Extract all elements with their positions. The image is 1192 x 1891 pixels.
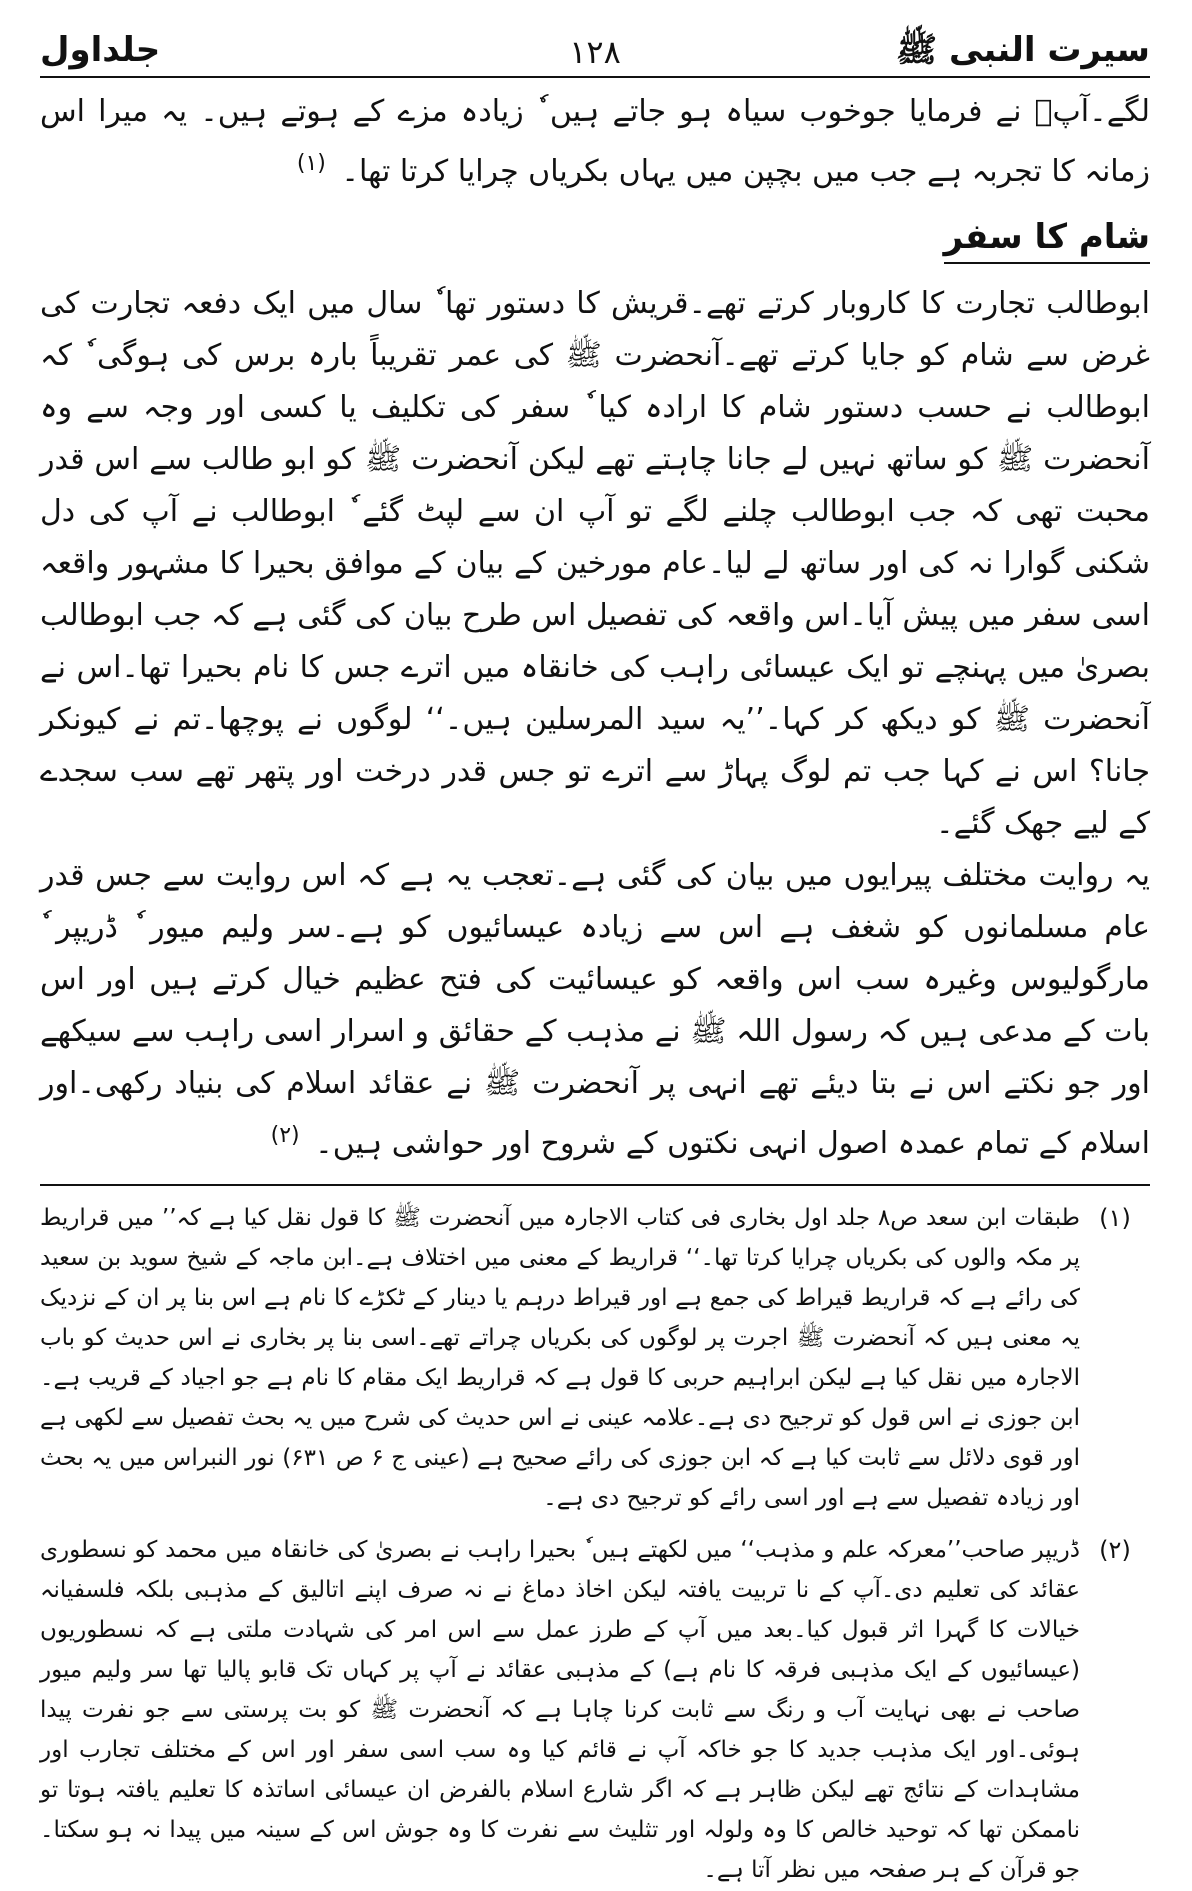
section-heading: شام کا سفر [944, 214, 1150, 264]
footnote-reference-1: (۱) [296, 151, 326, 176]
footnotes-section [40, 1198, 1150, 1890]
page-header [40, 22, 1150, 78]
footnote-number: (۱) [1099, 1204, 1131, 1232]
footnote-1 [40, 1198, 1150, 1518]
paragraph-text: ابوطالب تجارت کا کاروبار کرتے تھے۔قریش کا دستور تھا ٗ سال میں ایک دفعہ تجارت کی غرض سے شام کو جایا کرتے تھے۔آنحضرت ﷺ کی عمر تقریباً بارہ برس کی ہوگی ٗ کہ ابوطالب نے حسب دستور شام کا ارادہ کیا ٗ سفر کی تکلیف یا کسی اور وجہ سے وہ آنحضرت ﷺ کو ساتھ نہیں لے جانا چاہتے تھے لیکن آنحضرت ﷺ کو ابو طالب سے اس قدر محبت تھی کہ جب ابوطالب چلنے لگے تو آپ ان سے لپٹ گئے ٗ ابوطالب نے آپ کی دل شکنی گوارا نہ کی اور ساتھ لے لیا۔عام مورخین کے بیان کے موافق بحیرا کا مشہور واقعہ اسی سفر میں پیش آیا۔اس واقعہ کی تفصیل اس طرح بیان کی گئی ہے کہ جب ابوطالب بصریٰ میں پہنچے تو ایک عیسائی راہب کی خانقاہ میں اترے جس کا نام بحیرا تھا۔اس نے آنحضرت ﷺ کو دیکھ کر کہا۔’’یہ سید المرسلین ہیں۔‘‘ لوگوں نے پوچھا۔تم نے کیونکر جانا؟ اس نے کہا جب تم لوگ پہاڑ سے اترے تو جس قدر درخت اور پتھر تھے سب سجدے کے لیے جھک گئے۔ [40, 286, 1150, 841]
volume-label: جلداول [40, 30, 161, 70]
footnote-text: ڈریپر صاحب’’معرکہ علم و مذہب‘‘ میں لکھتے ہیں ٗ بحیرا راہب نے بصریٰ کی خانقاہ میں محمد کو نسطوری عقائد کی تعلیم دی۔آپ کے نا تربیت یافتہ لیکن اخاذ دماغ نے نہ صرف اپنے اتالیق کے مذہبی بلکہ فلسفیانہ خیالات کا گہرا اثر قبول کیا۔بعد میں آپ کے طرز عمل سے اس امر کی شہادت ملتی ہے کہ نسطوریوں (عیسائیوں کے ایک مذہبی فرقہ کا نام ہے) کے مذہبی عقائد نے آپ پر کہاں تک قابو پالیا تھا سر ولیم میور صاحب نے بھی نہایت آب و رنگ سے ثابت کرنا چاہا ہے کہ آنحضرت ﷺ کو بت پرستی سے جو نفرت پیدا ہوئی۔اور ایک مذہب جدید کا جو خاکہ آپ نے قائم کیا وہ سب اسی سفر اور اس کے مختلف تجارب اور مشاہدات کے نتائج تھے لیکن ظاہر ہے کہ اگر شارع اسلام بالفرض ان عیسائی اساتذہ کا تعلیم یافتہ ہوتا تو ناممکن تھا کہ توحید خالص کا وہ ولولہ اور تثلیث سے نفرت کا وہ جوش اس کے سینہ میں پیدا نہ ہو سکتا۔جو قرآن کے ہر صفحہ میں نظر آتا ہے۔ [40, 1537, 1080, 1883]
footnote-2 [40, 1530, 1150, 1890]
footnote-number: (۲) [1099, 1536, 1131, 1564]
footnote-text: طبقات ابن سعد ص۸ جلد اول بخاری فی کتاب الاجارہ میں آنحضرت ﷺ کا قول نقل کیا ہے کہ’’ میں قراریط پر مکہ والوں کی بکریاں چرایا کرتا تھا۔‘‘ قراریط کے معنی میں اختلاف ہے۔ابن ماجہ کے شیخ سوید بن سعید کی رائے ہے کہ قراریط قیراط کی جمع ہے اور قیراط درہم یا دینار کے ٹکڑے کا نام ہے اس بنا پر ان کے نزدیک یہ معنی ہیں کہ آنحضرت ﷺ اجرت پر لوگوں کی بکریاں چراتے تھے۔اسی بنا پر بخاری نے اس حدیث کو باب الاجارہ میں نقل کیا ہے لیکن ابراہیم حربی کا قول ہے کہ قراریط ایک مقام کا نام ہے جو اجیاد کے قریب ہے۔ابن جوزی نے اس قول کو ترجیح دی ہے۔علامہ عینی نے اس حدیث کی شرح میں یہ بحث تفصیل سے لکھی ہے اور قوی دلائل سے ثابت کیا ہے کہ ابن جوزی کی رائے صحیح ہے (عینی ج ۶ ص ۶۳۱) نور النبراس میں یہ بحث اور زیادہ تفصیل سے ہے اور اسی رائے کو ترجیح دی ہے۔ [40, 1205, 1080, 1511]
book-page [40, 22, 1150, 1883]
section-paragraph-1 [40, 278, 1150, 850]
intro-text: لگے۔آپؐ نے فرمایا جوخوب سیاہ ہو جاتے ہیں ٗ زیادہ مزے کے ہوتے ہیں۔ یہ میرا اس زمانہ کا تجربہ ہے جب میں بچپن میں یہاں بکریاں چرایا کرتا تھا۔ [40, 94, 1150, 189]
section-paragraph-2 [40, 850, 1150, 1170]
footnote-divider [40, 1184, 1150, 1186]
paragraph-text: یہ روایت مختلف پیرایوں میں بیان کی گئی ہے۔تعجب یہ ہے کہ اس روایت سے جس قدر عام مسلمانوں کو شغف ہے اس سے زیادہ عیسائیوں کو ہے۔سر ولیم میور ٗ ڈریپر ٗ مارگولیوس وغیرہ سب اس واقعہ کو عیسائیت کی فتح عظیم خیال کرتے ہیں اور اس بات کے مدعی ہیں کہ رسول اللہ ﷺ نے مذہب کے حقائق و اسرار اسی راہب سے سیکھے اور جو نکتے اس نے بتا دیئے تھے انہی پر آنحضرت ﷺ نے عقائد اسلام کی بنیاد رکھی۔اور اسلام کے تمام عمدہ اصول انہی نکتوں کے شروح اور حواشی ہیں۔ [40, 858, 1150, 1161]
main-text [40, 86, 1150, 1170]
page-number: ۱۲۸ [569, 33, 621, 71]
footnote-reference-2: (۲) [270, 1123, 300, 1148]
intro-paragraph [40, 86, 1150, 198]
running-title: سیرت النبی ﷺ [896, 30, 1150, 70]
